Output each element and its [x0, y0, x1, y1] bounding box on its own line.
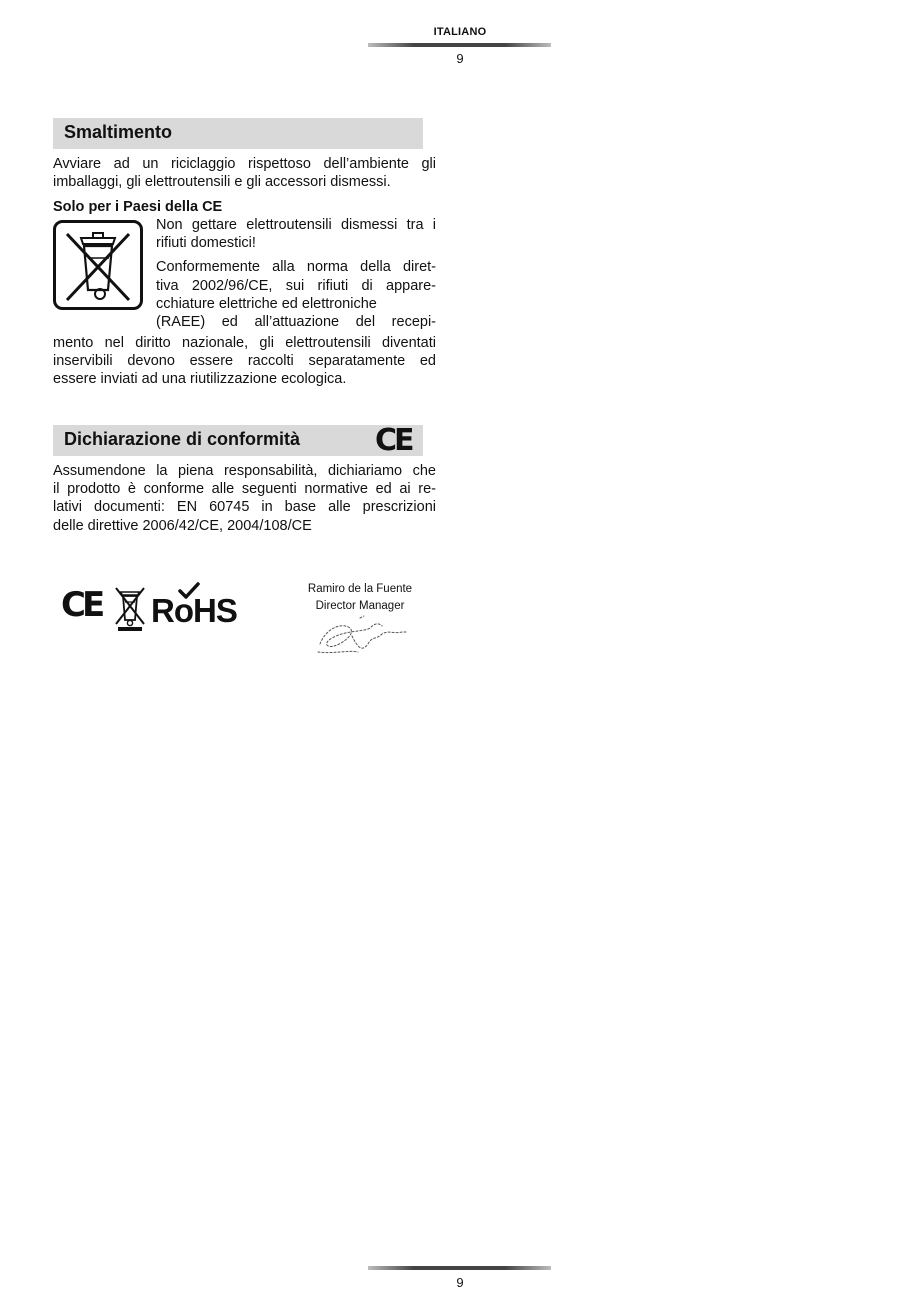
- disposal-subheading: Solo per i Paesi della CE: [53, 199, 223, 215]
- weee-bin-icon: [112, 584, 148, 632]
- signatory-role: Director Manager: [315, 600, 405, 612]
- handwritten-signature: [312, 614, 412, 658]
- text-line: rifiuti domestici!: [156, 235, 256, 252]
- text-line: imballaggi, gli elettroutensili e gli accessori dismessi.: [53, 174, 391, 191]
- rohs-logo: RoHS: [151, 592, 237, 629]
- conformity-body: [53, 462, 436, 535]
- disposal-body: [53, 334, 436, 389]
- text-line: tiva 2002/96/CE, sui rifiuti di appare-: [156, 277, 436, 294]
- text-line: Assumendone la piena responsabilità, dichiariamo che: [53, 463, 436, 479]
- text-line: Non gettare elettroutensili dismessi tra i: [156, 217, 436, 233]
- text-line: cchiature elettriche ed elettroniche: [156, 295, 377, 312]
- disposal-title: Smaltimento: [64, 122, 173, 142]
- text-line: il prodotto è conforme alle seguenti normative ed ai re-: [53, 481, 436, 498]
- text-line: essere inviati ad una riutilizzazione ecologica.: [53, 371, 347, 388]
- language-label: ITALIANO: [433, 26, 487, 38]
- disposal-side-text: [156, 216, 436, 331]
- disposal-section-bar: [53, 118, 423, 149]
- footer-page-number: 9: [456, 1275, 464, 1290]
- footer-rule: [368, 1266, 551, 1270]
- text-line: delle direttive 2006/42/CE, 2004/108/CE: [53, 517, 312, 534]
- conformity-title: Dichiarazione di conformità: [64, 429, 301, 449]
- ce-mark-icon: CE: [375, 423, 412, 458]
- disposal-intro: [53, 155, 436, 191]
- text-line: mento nel diritto nazionale, gli elettroutensili diventati: [53, 335, 436, 351]
- text-line: lativi documenti: EN 60745 in base alle prescrizioni: [53, 499, 436, 516]
- header-rule: [368, 43, 551, 47]
- conformity-section-bar: [53, 425, 423, 456]
- text-line: inservibili devono essere raccolti separatamente ed: [53, 353, 436, 370]
- text-line: Conformemente alla norma della diret-: [156, 259, 436, 276]
- crossed-out-wheelie-bin-icon: [53, 220, 143, 310]
- signatory-name: Ramiro de la Fuente: [307, 583, 413, 595]
- text-line: Avviare ad un riciclaggio rispettoso dell’ambiente gli: [53, 156, 436, 172]
- header-page-number: 9: [456, 51, 464, 66]
- ce-logo-icon: CE: [61, 585, 102, 625]
- text-line: (RAEE) ed all’attuazione del recepi-: [156, 314, 436, 331]
